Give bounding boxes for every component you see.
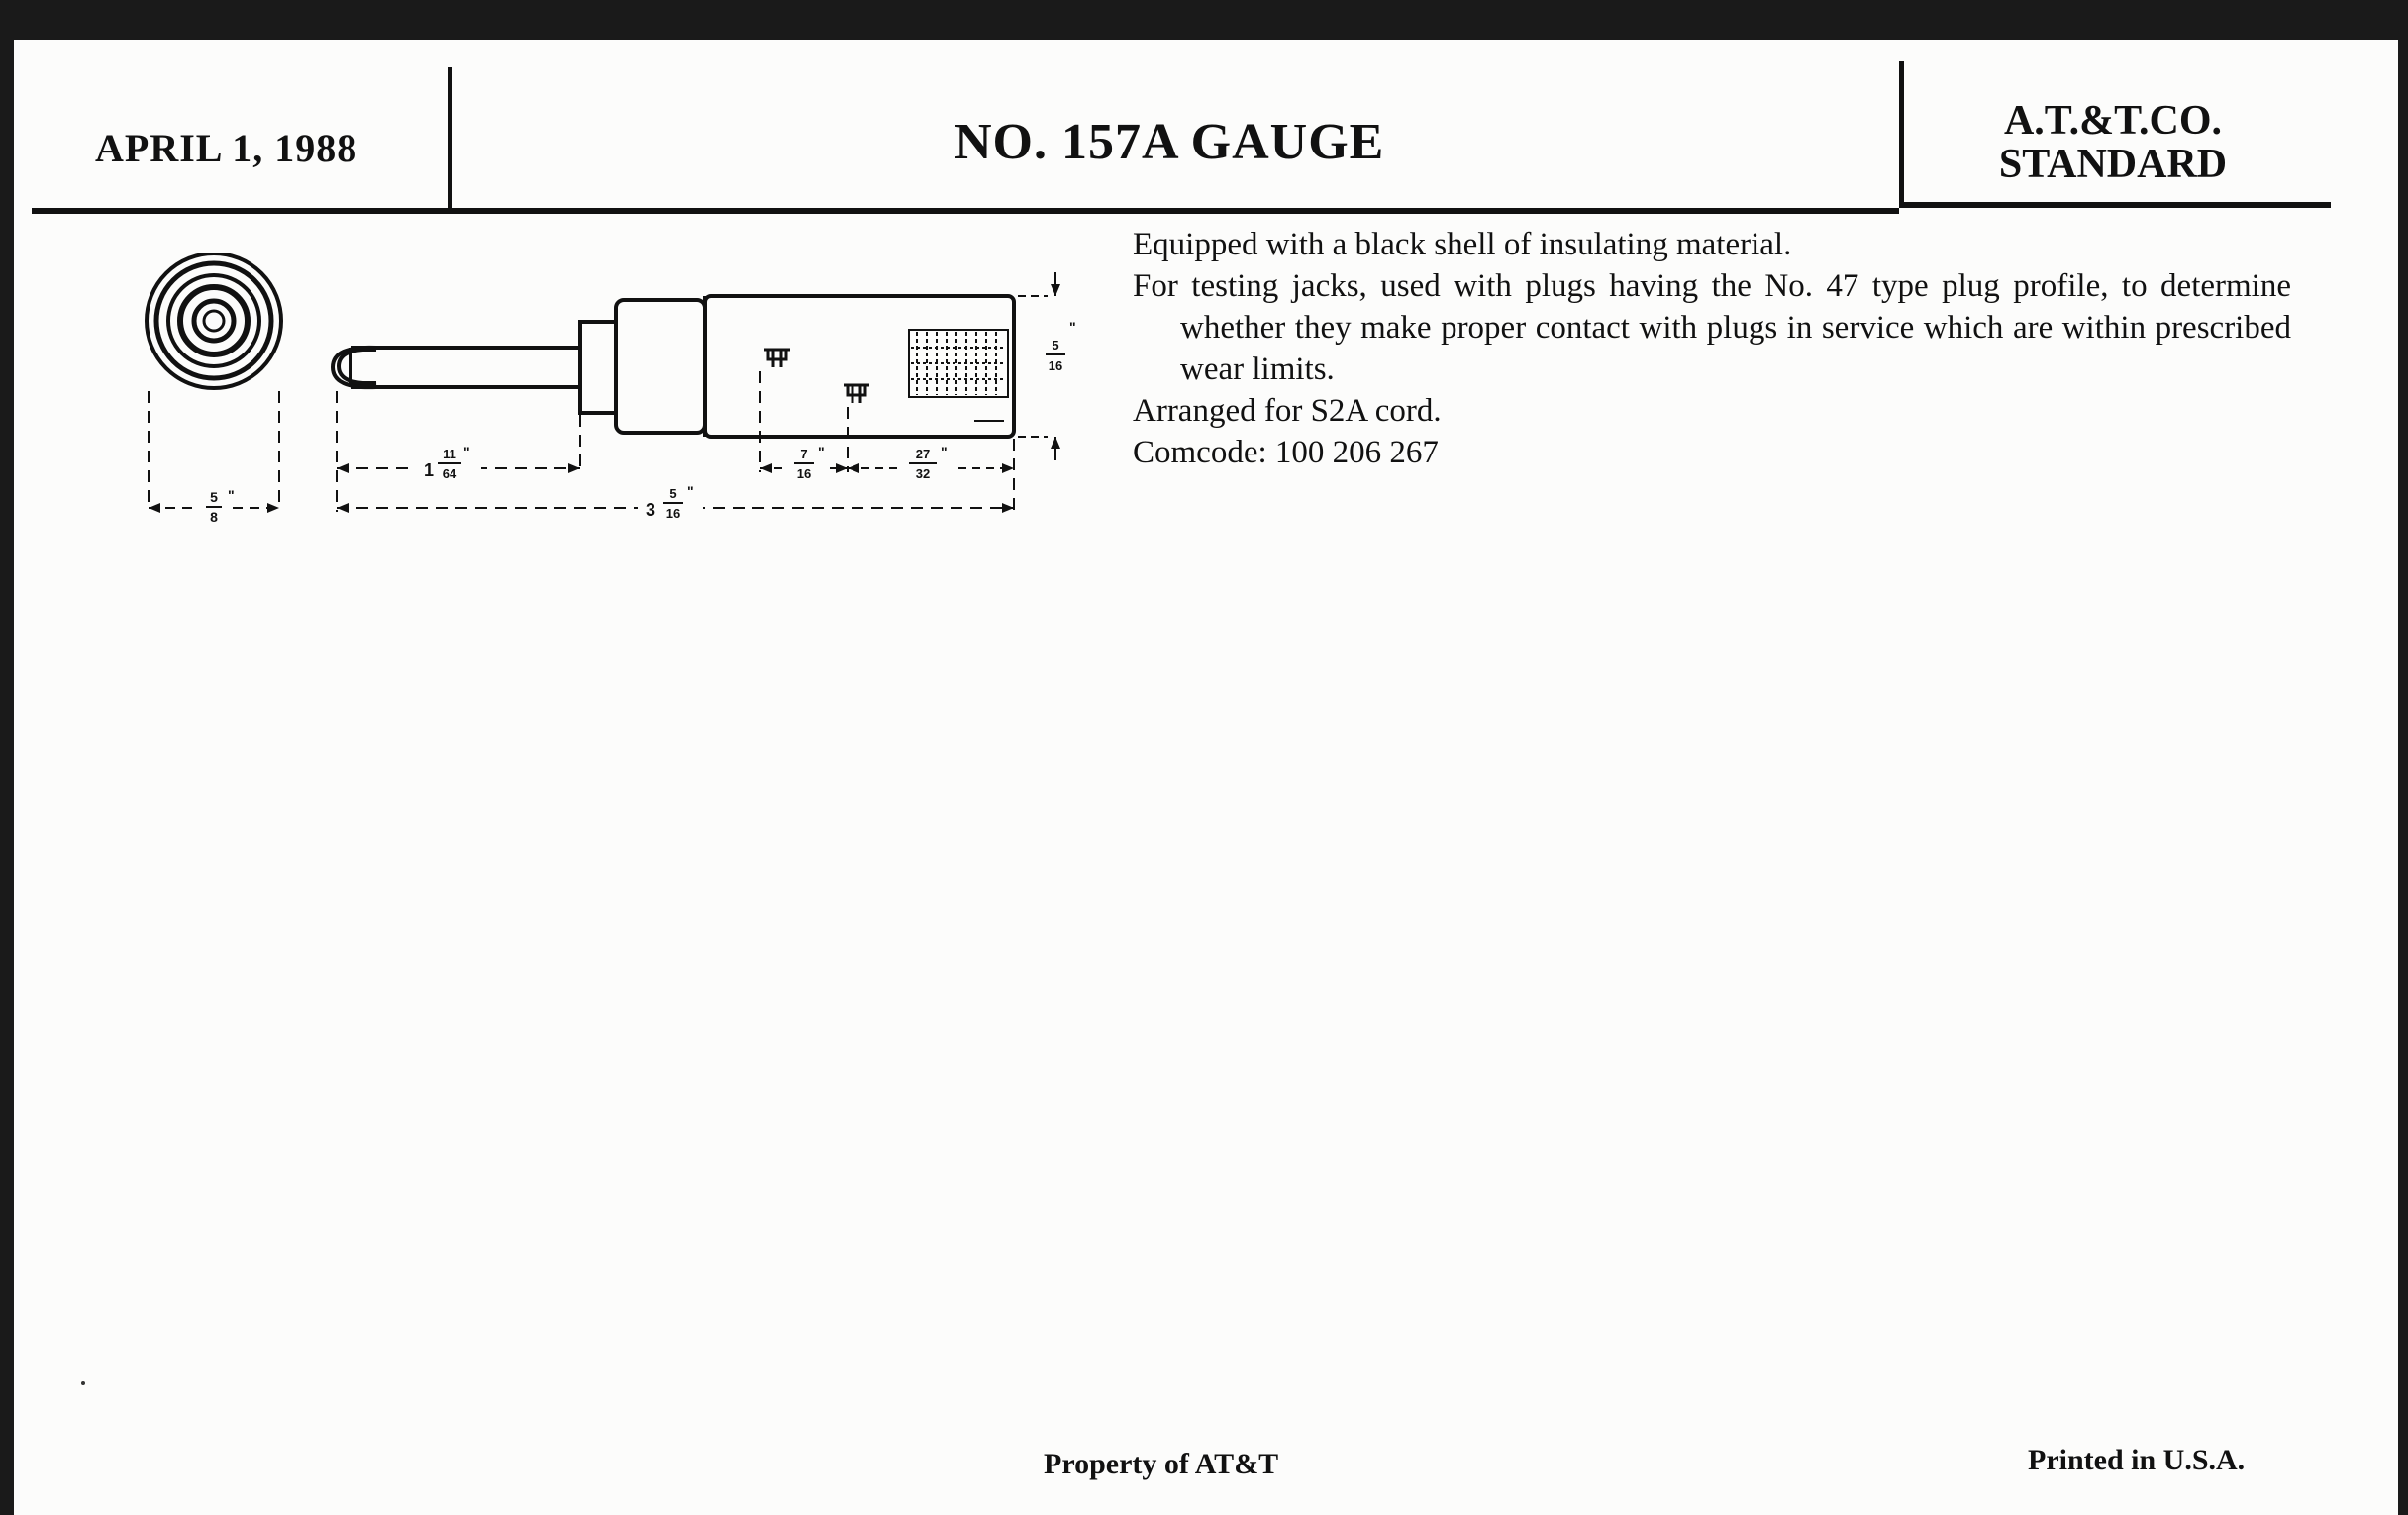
dim-end-view-num: 5	[210, 489, 218, 505]
issue-date: APRIL 1, 1988	[95, 126, 358, 170]
description-line-2: For testing jacks, used with plugs having the No. 47 type plug profile, to determine whether they make proper contact with plugs in service which are within prescribed wear limits.	[1133, 268, 2291, 387]
description-line-4: Comcode: 100 206 267	[1133, 435, 1439, 470]
plug-gauge-drawing	[113, 252, 1103, 550]
dim-end-view-inch: "	[228, 487, 235, 503]
dim-screw-den: 16	[796, 466, 812, 481]
header-divider-right	[1899, 61, 1904, 205]
dim-tip-den: 64	[442, 466, 457, 481]
dim-grip-den: 32	[915, 466, 931, 481]
standard-line-1: A.T.&T.CO.	[2003, 98, 2223, 144]
plug-side-view	[333, 296, 1014, 437]
page-title: NO. 157A GAUGE	[954, 114, 1385, 170]
dim-total-whole: 3	[646, 500, 656, 520]
header-rule-right	[1899, 202, 2331, 208]
header-rule-left	[32, 208, 1899, 214]
description-line-3: Arranged for S2A cord.	[1133, 393, 1442, 429]
dim-end-view-den: 8	[210, 509, 218, 525]
dim-height-den: 16	[1048, 358, 1063, 373]
gauge-spec-card	[14, 40, 2398, 1515]
dim-total-num: 5	[669, 486, 677, 501]
footer-printed: Printed in U.S.A.	[2028, 1444, 2246, 1476]
standard-line-2: STANDARD	[1998, 142, 2228, 187]
dim-screw-num: 7	[800, 447, 808, 461]
speck	[81, 1381, 85, 1385]
dim-tip-num: 11	[443, 447, 456, 461]
dim-tip-inch: "	[463, 444, 470, 459]
header-divider-left	[448, 67, 452, 211]
dim-height-num: 5	[1052, 338, 1059, 353]
footer-property: Property of AT&T	[1044, 1448, 1279, 1480]
description-line-1: Equipped with a black shell of insulating material.	[1133, 227, 1792, 262]
dim-tip-whole: 1	[424, 460, 435, 480]
end-view-rings	[147, 253, 281, 388]
dim-total-den: 16	[665, 506, 681, 521]
screw-heads	[764, 350, 869, 403]
gauge-description	[1133, 224, 2291, 473]
dim-height-inch: "	[1069, 319, 1076, 335]
grip-knurl	[909, 330, 1008, 421]
dim-screw-inch: "	[818, 444, 825, 459]
standard-label	[1984, 99, 2242, 186]
dim-total-inch: "	[687, 483, 694, 499]
dim-grip-inch: "	[941, 444, 948, 459]
dim-grip-num: 27	[915, 447, 931, 461]
